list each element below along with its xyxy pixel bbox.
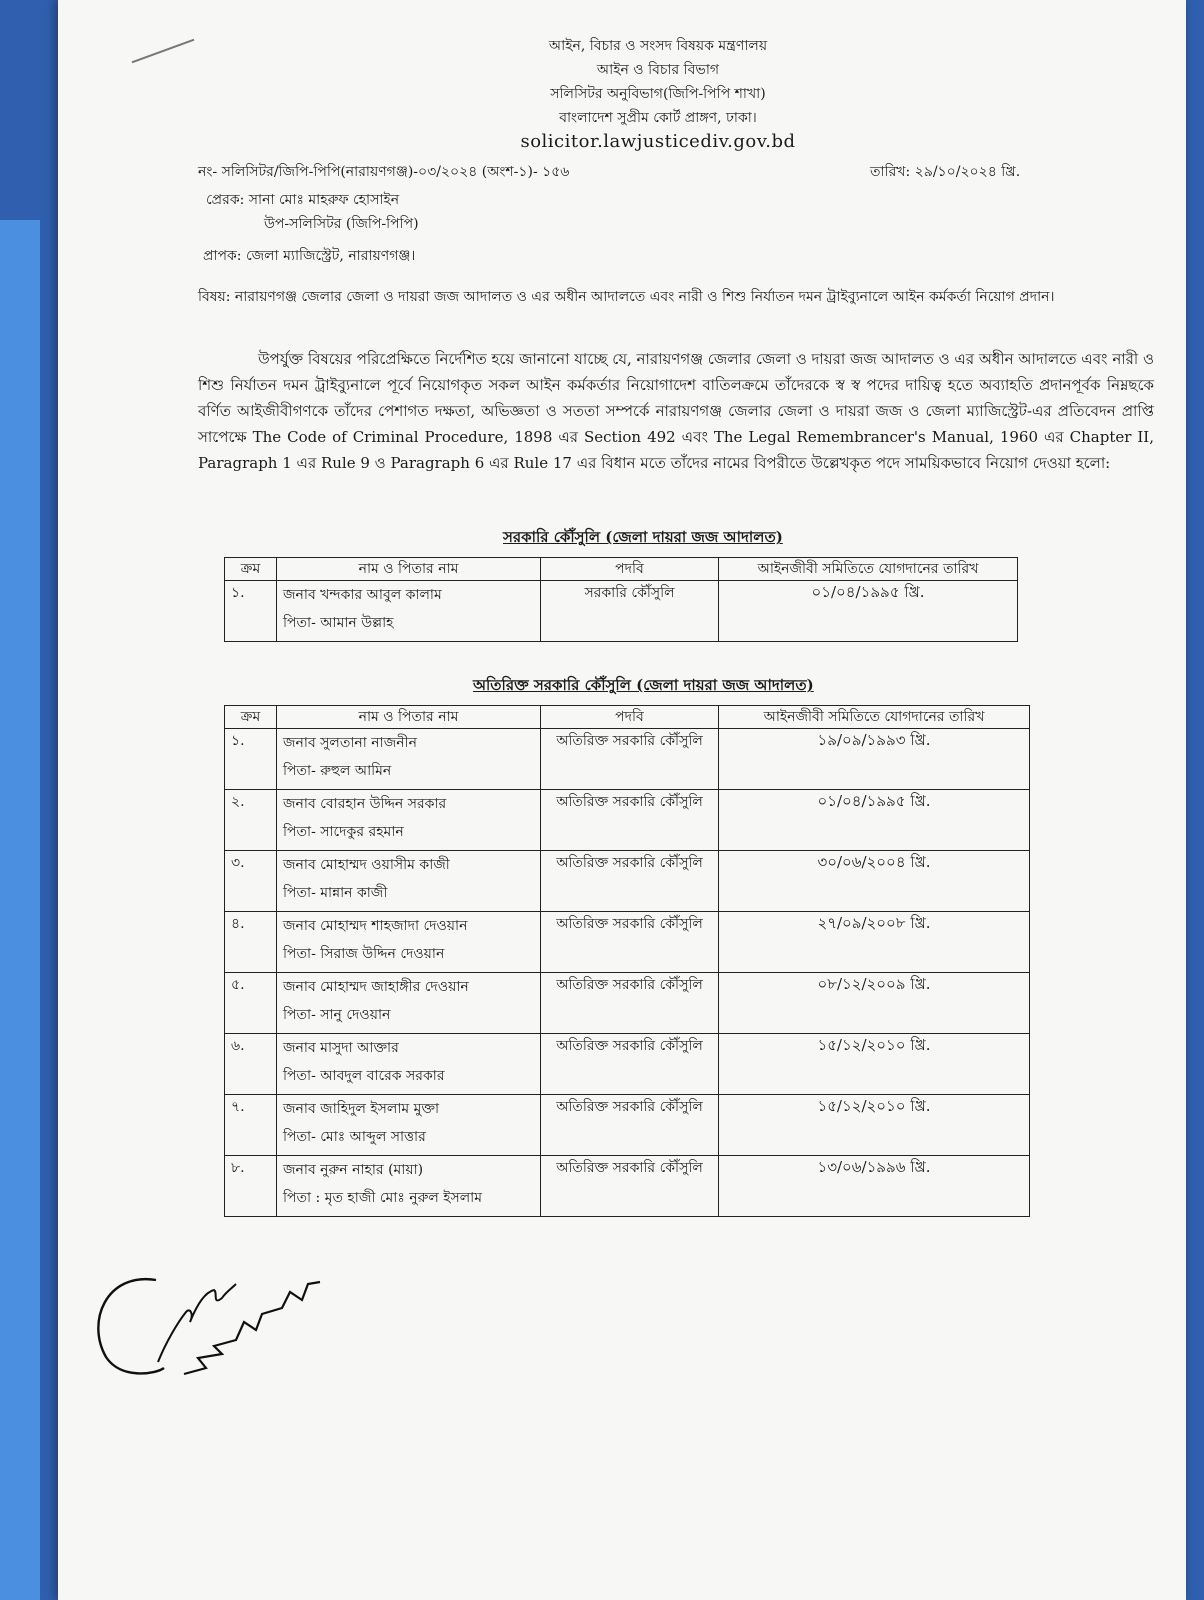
memo-number: নং- সলিসিটর/জিপি-পিপি(নারায়ণগঞ্জ)-০৩/২০২৪ (অংশ-১)- ১৫৬ bbox=[198, 164, 570, 180]
row-post: অতিরিক্ত সরকারি কৌঁসুলি bbox=[541, 1034, 719, 1095]
row-post: অতিরিক্ত সরকারি কৌঁসুলি bbox=[541, 729, 719, 790]
memo-date: তারিখ: ২৯/১০/২০২৪ খ্রি. bbox=[870, 164, 1021, 180]
sender-name: প্রেরক: সানা মোঃ মাহরুফ হোসাইন bbox=[206, 192, 400, 208]
row-name-cell bbox=[277, 729, 541, 790]
row-serial: ৭. bbox=[225, 1095, 277, 1156]
row-join-date: ২৭/০৯/২০০৮ খ্রি. bbox=[719, 912, 1030, 973]
pencil-mark bbox=[132, 39, 195, 63]
row-name: জনাব সুলতানা নাজনীন bbox=[283, 735, 417, 751]
row-join-date: ১৩/০৬/১৯৯৬ খ্রি. bbox=[719, 1156, 1030, 1217]
row-name: জনাব মোহাম্মদ জাহাঙ্গীর দেওয়ান bbox=[283, 979, 469, 995]
row-name: জনাব মোহাম্মদ ওয়াসীম কাজী bbox=[283, 857, 450, 873]
row-name-cell bbox=[277, 973, 541, 1034]
table-row bbox=[225, 729, 1030, 790]
row-name-cell bbox=[277, 912, 541, 973]
row-join-date: ১৫/১২/২০১০ খ্রি. bbox=[719, 1034, 1030, 1095]
body-paragraph: উপর্যুক্ত বিষয়ের পরিপ্রেক্ষিতে নির্দেশিত হয়ে জানানো যাচ্ছে যে, নারায়ণগঞ্জ জেলার জেলা ও দায়রা জজ আদালত ও এর অধীন আদালতে এবং নারী ও শিশু নির্যাতন দমন ট্রাইব্যুনালে পূর্বে নিয়োগকৃত সকল আইন কর্মকর্তার নিয়োগাদেশ বাতিলক্রমে তাঁদেরকে স্ব স্ব পদের দায়িত্ব হতে অব্যাহতি প্রদানপূর্বক নিম্নছকে বর্ণিত আইজীবীগণকে তাঁদের পেশাগত দক্ষতা, অভিজ্ঞতা ও সততা সম্পর্কে নারায়ণগঞ্জ জেলার জেলা ও দায়রা জজ ও জেলা ম্যাজিস্ট্রেট-এর প্রতিবেদন প্রাপ্তি সাপেক্ষে The Code of Criminal Procedure, 1898 এর Section 492 এবং The Legal Remembrancer's Manual, 1960 এর Chapter II, Paragraph 1 এর Rule 9 ও Paragraph 6 এর Rule 17 এর বিধান মতে তাঁদের নামের বিপরীতে উল্লেখকৃত পদে সাময়িকভাবে নিয়োগ দেওয়া হলো: bbox=[198, 350, 1154, 472]
row-name-cell bbox=[277, 1156, 541, 1217]
background-folder-edge bbox=[0, 220, 40, 1600]
sender-designation: উপ-সলিসিটর (জিপি-পিপি) bbox=[264, 216, 419, 232]
row-join-date: ০৮/১২/২০০৯ খ্রি. bbox=[719, 973, 1030, 1034]
row-post: সরকারি কৌঁসুলি bbox=[541, 581, 719, 642]
row-father-name: পিতা- সিরাজ উদ্দিন দেওয়ান bbox=[283, 946, 445, 962]
row-serial: ১. bbox=[225, 581, 277, 642]
row-join-date: ০১/০৪/১৯৯৫ খ্রি. bbox=[719, 581, 1018, 642]
public-prosecutor-table bbox=[224, 557, 1018, 642]
additional-prosecutor-table bbox=[224, 705, 1030, 1217]
row-name: জনাব বোরহান উদ্দিন সরকার bbox=[283, 796, 447, 812]
sender-block bbox=[206, 188, 419, 236]
col-header-post: পদবি bbox=[541, 558, 719, 581]
division-name: আইন ও বিচার বিভাগ bbox=[596, 62, 720, 78]
receiver-line: প্রাপক: জেলা ম্যাজিস্ট্রেট, নারায়ণগঞ্জ। bbox=[203, 248, 416, 264]
row-join-date: ৩০/০৬/২০০৪ খ্রি. bbox=[719, 851, 1030, 912]
row-father-name: পিতা- সাদেকুর রহমান bbox=[283, 824, 404, 840]
table-row bbox=[225, 1034, 1030, 1095]
row-post: অতিরিক্ত সরকারি কৌঁসুলি bbox=[541, 790, 719, 851]
table-header-row bbox=[225, 558, 1018, 581]
table1-title: সরকারি কৌঁসুলি (জেলা দায়রা জজ আদালত) bbox=[503, 528, 783, 546]
row-name-cell bbox=[277, 1034, 541, 1095]
table-row bbox=[225, 973, 1030, 1034]
ministry-name: আইন, বিচার ও সংসদ বিষয়ক মন্ত্রণালয় bbox=[548, 38, 768, 54]
row-name-cell bbox=[277, 851, 541, 912]
row-father-name: পিতা- সানু দেওয়ান bbox=[283, 1007, 391, 1023]
col-header-post: পদবি bbox=[541, 706, 719, 729]
col-header-sl: ক্রম bbox=[225, 558, 277, 581]
row-name-cell bbox=[277, 581, 541, 642]
row-name: জনাব খন্দকার আবুল কালাম bbox=[283, 587, 442, 603]
table-row bbox=[225, 1095, 1030, 1156]
table2-title: অতিরিক্ত সরকারি কৌঁসুলি (জেলা দায়রা জজ আদালত) bbox=[473, 676, 814, 694]
row-father-name: পিতা : মৃত হাজী মোঃ নুরুল ইসলাম bbox=[283, 1190, 483, 1206]
table-row bbox=[225, 790, 1030, 851]
row-post: অতিরিক্ত সরকারি কৌঁসুলি bbox=[541, 912, 719, 973]
office-address: বাংলাদেশ সুপ্রীম কোর্ট প্রাঙ্গণ, ঢাকা। bbox=[559, 110, 757, 126]
row-serial: ৮. bbox=[225, 1156, 277, 1217]
row-father-name: পিতা- আমান উল্লাহ bbox=[283, 615, 394, 631]
col-header-date: আইনজীবী সমিতিতে যোগদানের তারিখ bbox=[719, 558, 1018, 581]
row-serial: ১. bbox=[225, 729, 277, 790]
row-join-date: ০১/০৪/১৯৯৫ খ্রি. bbox=[719, 790, 1030, 851]
website-text: solicitor.lawjusticediv.gov.bd bbox=[520, 131, 796, 152]
row-name: জনাব জাহিদুল ইসলাম মুক্তা bbox=[283, 1101, 440, 1117]
row-name: জনাব নুরুন নাহার (মায়া) bbox=[283, 1162, 424, 1178]
row-name: জনাব মোহাম্মদ শাহজাদা দেওয়ান bbox=[283, 918, 468, 934]
col-header-sl: ক্রম bbox=[225, 706, 277, 729]
table-row bbox=[225, 851, 1030, 912]
subject-line: বিষয়: নারায়ণগঞ্জ জেলার জেলা ও দায়রা জজ আদালত ও এর অধীন আদালতে এবং নারী ও শিশু নির্যাতন দমন ট্রাইব্যুনালে আইন কর্মকর্তা নিয়োগ প্রদান। bbox=[198, 289, 1055, 305]
row-name: জনাব মাসুদা আক্তার bbox=[283, 1040, 399, 1056]
wing-name: সলিসিটর অনুবিভাগ(জিপি-পিপি শাখা) bbox=[550, 86, 766, 102]
handwritten-signature bbox=[86, 1262, 336, 1392]
row-name-cell bbox=[277, 790, 541, 851]
row-father-name: পিতা- মান্নান কাজী bbox=[283, 885, 388, 901]
row-post: অতিরিক্ত সরকারি কৌঁসুলি bbox=[541, 851, 719, 912]
col-header-name: নাম ও পিতার নাম bbox=[277, 706, 541, 729]
row-serial: ৫. bbox=[225, 973, 277, 1034]
row-serial: ২. bbox=[225, 790, 277, 851]
table-row bbox=[225, 912, 1030, 973]
document-page bbox=[58, 0, 1186, 1600]
col-header-date: আইনজীবী সমিতিতে যোগদানের তারিখ bbox=[719, 706, 1030, 729]
row-post: অতিরিক্ত সরকারি কৌঁসুলি bbox=[541, 973, 719, 1034]
row-father-name: পিতা- রুহুল আমিন bbox=[283, 763, 392, 779]
row-join-date: ১৫/১২/২০১০ খ্রি. bbox=[719, 1095, 1030, 1156]
row-serial: ৬. bbox=[225, 1034, 277, 1095]
row-serial: ৪. bbox=[225, 912, 277, 973]
table-row bbox=[225, 1156, 1030, 1217]
table-header-row bbox=[225, 706, 1030, 729]
letterhead bbox=[438, 34, 878, 154]
row-join-date: ১৯/০৯/১৯৯৩ খ্রি. bbox=[719, 729, 1030, 790]
row-post: অতিরিক্ত সরকারি কৌঁসুলি bbox=[541, 1095, 719, 1156]
row-post: অতিরিক্ত সরকারি কৌঁসুলি bbox=[541, 1156, 719, 1217]
col-header-name: নাম ও পিতার নাম bbox=[277, 558, 541, 581]
row-name-cell bbox=[277, 1095, 541, 1156]
table-row bbox=[225, 581, 1018, 642]
row-serial: ৩. bbox=[225, 851, 277, 912]
row-father-name: পিতা- আবদুল বারেক সরকার bbox=[283, 1068, 445, 1084]
row-father-name: পিতা- মোঃ আব্দুল সাত্তার bbox=[283, 1129, 426, 1145]
